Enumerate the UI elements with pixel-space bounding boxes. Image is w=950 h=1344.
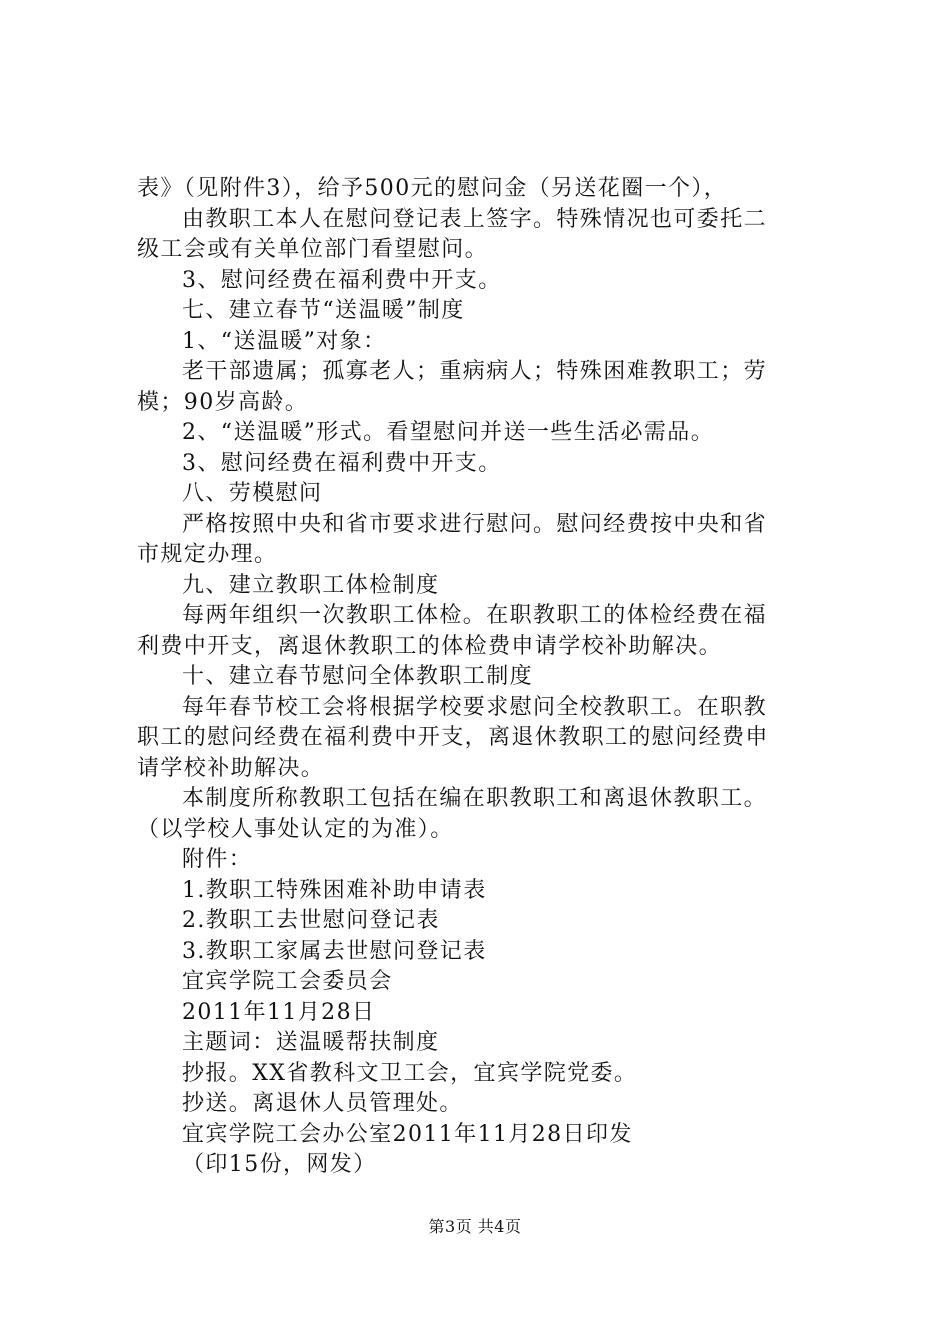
text-line: 3、慰问经费在福利费中开支。: [182, 450, 502, 476]
text-line: 本制度所称教职工包括在编在职教职工和离退休教职工。: [182, 786, 768, 811]
section-heading: 八、劳模慰问: [182, 481, 323, 506]
subject-keywords: 主题词：送温暖帮扶制度: [182, 1030, 440, 1055]
text-line: 每两年组织一次教职工体检。在职教职工的体检经费在福: [182, 603, 768, 628]
section-heading: 九、建立教职工体检制度: [182, 572, 440, 598]
issuer-name: 宜宾学院工会委员会: [182, 969, 393, 994]
page-number-footer: 第3页 共4页: [428, 1217, 522, 1236]
text-line: 由教职工本人在慰问登记表上签字。特殊情况也可委托二: [182, 206, 768, 232]
text-line: 请学校补助解决。: [137, 755, 325, 781]
text-line: 表》（见附件3），给予500元的慰问金（另送花圈一个），: [137, 176, 728, 201]
text-line: 每年春节校工会将根据学校要求慰问全校教职工。在职教: [182, 694, 768, 720]
attachments-label: 附件：: [182, 847, 253, 872]
attachment-item: 2.教职工去世慰问登记表: [182, 908, 440, 933]
issue-date: 2011年11月28日: [182, 999, 376, 1025]
attachment-item: 1.教职工特殊困难补助申请表: [182, 877, 487, 903]
attachment-item: 3.教职工家属去世慰问登记表: [182, 938, 487, 964]
text-line: 严格按照中央和省市要求进行慰问。慰问经费按中央和省: [182, 511, 768, 537]
text-line: 1、“送温暖”对象：: [182, 328, 387, 354]
report-to: 抄报。XX省教科文卫工会，宜宾学院党委。: [182, 1060, 638, 1086]
text-line: 利费中开支，离退休教职工的体检费申请学校补助解决。: [137, 633, 723, 659]
text-line: （以学校人事处认定的为准）。: [137, 816, 454, 842]
text-line: 级工会或有关单位部门看望慰问。: [137, 237, 489, 262]
text-line: 3、慰问经费在福利费中开支。: [182, 267, 502, 293]
text-line: 模；90岁高龄。: [137, 389, 309, 415]
text-line: 职工的慰问经费在福利费中开支，离退休教职工的慰问经费申: [137, 725, 769, 750]
print-note: 宜宾学院工会办公室2011年11月28日印发: [182, 1121, 633, 1147]
section-heading: 十、建立春节慰问全体教职工制度: [182, 664, 534, 689]
text-line: 市规定办理。: [137, 542, 278, 567]
document-body: [137, 174, 837, 1181]
text-line: 老干部遗属；孤寡老人；重病病人；特殊困难教职工；劳: [182, 359, 768, 384]
copy-to: 抄送。离退休人员管理处。: [182, 1091, 463, 1116]
section-heading: 七、建立春节“送温暖”制度: [182, 298, 465, 323]
text-line: 2、“送温暖”形式。看望慰问并送一些生活必需品。: [182, 420, 715, 445]
copies-note: （印15份，网发）: [182, 1152, 377, 1177]
